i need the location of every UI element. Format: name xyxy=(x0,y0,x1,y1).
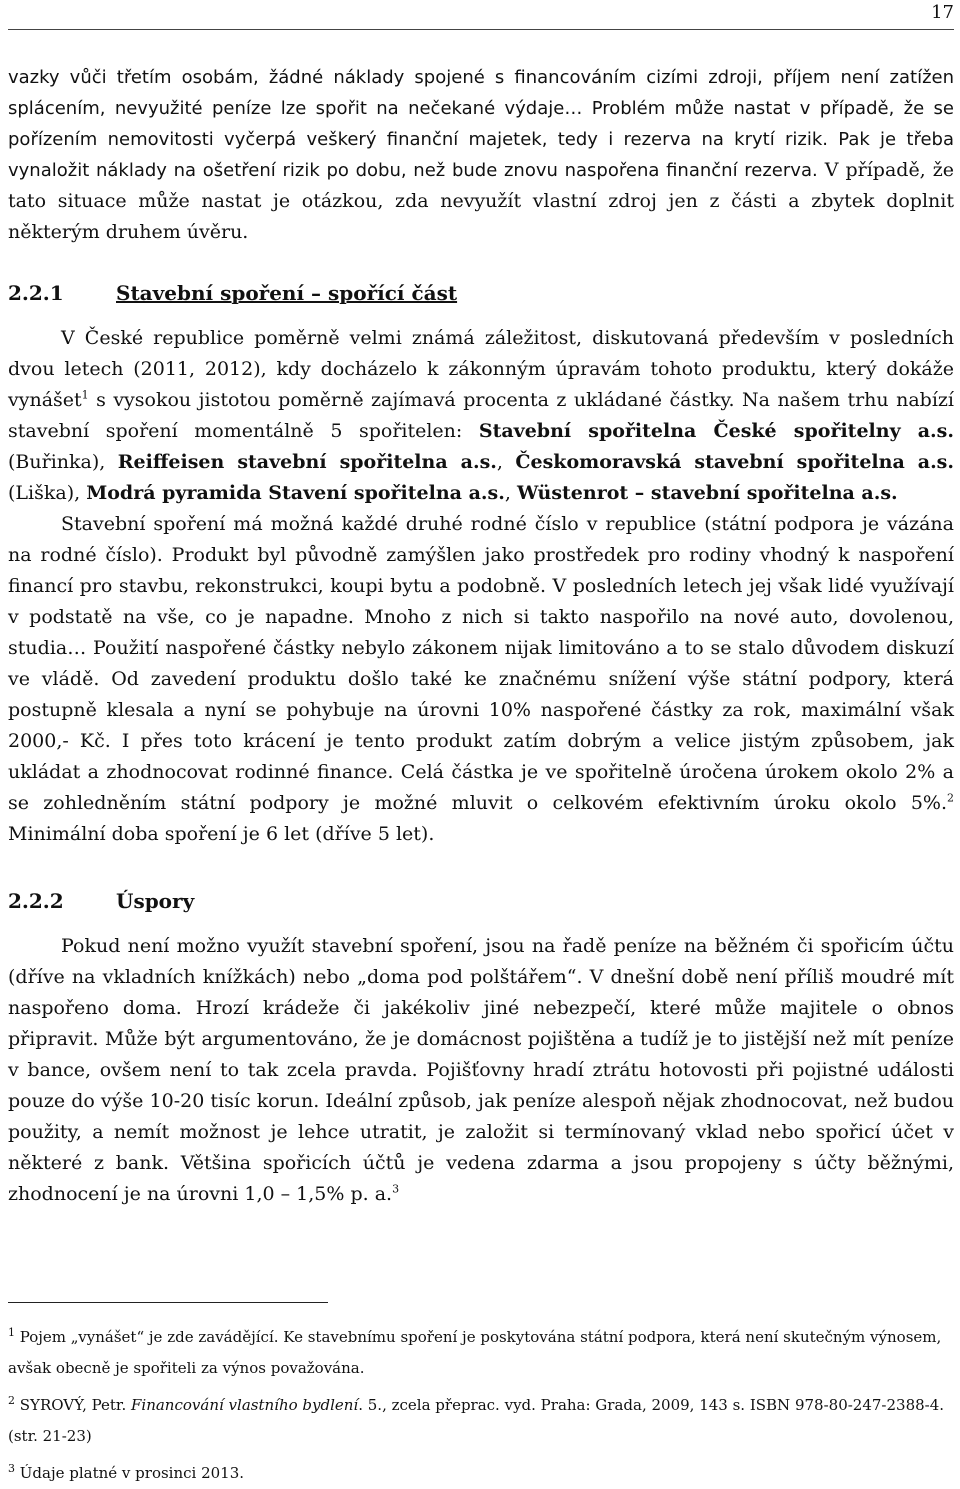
section-number: 2.2.1 xyxy=(8,281,64,305)
paragraph-text: s vysokou jistotou poměrně zajímavá procenta z ukládané částky. Na našem trhu nabízí stavební spoření momentálně 5 spořitelen: xyxy=(8,389,954,442)
paragraph xyxy=(8,323,954,509)
footnote-ref-1[interactable]: 1 xyxy=(81,388,89,402)
page-number: 17 xyxy=(931,2,954,23)
footnote-separator xyxy=(8,1302,328,1303)
footnote-ref-2[interactable]: 2 xyxy=(947,791,954,805)
paragraph xyxy=(8,509,954,850)
footnote-1 xyxy=(8,1322,948,1384)
bank-name: Wüstenrot – stavební spořitelna a.s. xyxy=(516,482,898,504)
paragraph xyxy=(8,931,954,1210)
bank-name: Stavební spořitelna České spořitelny a.s. xyxy=(478,420,954,442)
bank-name: Českomoravská stavební spořitelna a.s. xyxy=(515,451,954,473)
book-title: Financování vlastního bydlení xyxy=(131,1396,359,1414)
paragraph-text: Stavební spoření má možná každé druhé rodné číslo v republice (státní podpora je vázána na rodné číslo). Produkt byl původně zamýšlen jako prostředek pro rodiny vhodný k naspoření financí pro stavbu, rekonstrukci, koupi bytu a podobně. V posledních letech jej však lidé využívají v podstatě na vše, co je napadne. Mnoho z nich si takto naspořilo na nové auto, dovolenou, studia… Použití naspořené částky nebylo zákonem nijak limitováno a to se stalo důvodem diskuzí ve vládě. Od zavedení produktu došlo také ke značnému snížení výše státní podpory, která postupně klesala a nyní se pohybuje na úrovni 10% naspořené částky za rok, maximální však 2000,- Kč. I přes toto krácení je tento produkt zatím dobrým a velice jistým způsobem, jak ukládat a zhodnocovat rodinné finance. Celá částka je ve spořitelně úročena úrokem okolo 2% a se zohledněním státní podpory je možné mluvit o celkovém efektivním úroku okolo 5%. xyxy=(8,513,954,814)
section-number: 2.2.2 xyxy=(8,889,64,913)
body-text xyxy=(8,62,954,1210)
footnotes xyxy=(8,1322,948,1489)
paragraph-text: V České republice poměrně velmi známá záležitost, diskutovaná především v posledních dvou letech (2011, 2012), kdy docházelo k zákonným úpravám tohoto produktu, který dokáže vynášet xyxy=(8,327,954,411)
section-title: Úspory xyxy=(116,889,195,913)
section-title: Stavební spoření – spořící část xyxy=(116,281,458,305)
footnote-3 xyxy=(8,1458,948,1489)
footnote-number: 2 xyxy=(8,1394,15,1407)
intro-text-a: vazky vůči třetím osobám, žádné náklady spojené s financováním cizími zdroji, příjem není zatížen splácením, nevyužité peníze lze spořit na nečekané výdaje… Problém může nastat v případě, že se pořízením nemovitosti vyčerpá veškerý finanční majetek, tedy i rezerva na krytí rizik. Pak je třeba vynaložit náklady na ošetření rizik po dobu, než bude znovu naspořena finanční rezerva. xyxy=(8,67,954,181)
paragraph-text: (Liška), xyxy=(8,482,87,504)
section-heading-2-2-2 xyxy=(8,886,954,917)
bank-name: Reiffeisen stavební spořitelna a.s. xyxy=(117,451,497,473)
page-header xyxy=(8,0,954,30)
section-heading-2-2-1 xyxy=(8,278,954,309)
footnote-number: 1 xyxy=(8,1326,15,1339)
footnote-text: SYROVÝ, Petr. xyxy=(15,1396,131,1414)
footnote-number: 3 xyxy=(8,1462,15,1475)
paragraph-text: , xyxy=(504,482,517,504)
intro-text-b: V případě, že tato situace může nastat je otázkou, zda nevyužít vlastní zdroj jen z části a zbytek doplnit některým druhem úvěru. xyxy=(8,159,954,243)
footnote-ref-3[interactable]: 3 xyxy=(392,1182,400,1196)
paragraph-text: Pokud není možno využít stavební spoření, jsou na řadě peníze na běžném či spořicím účtu (dříve na vkladních knížkách) nebo „doma pod polštářem“. V dnešní době není příliš moudré mít naspořeno doma. Hrozí krádeže či jakékoliv jiné nebezpečí, které může majitele o obnos připravit. Může být argumentováno, že je domácnost pojištěna a tudíž je to jistější než mít peníze v bance, ovšem není to tak zcela pravda. Pojišťovny hradí ztrátu hotovosti při pojistné události pouze do výše 10-20 tisíc korun. Ideální způsob, jak peníze alespoň nějak zhodnocovat, než budou použity, a nemít možnost je lehce utratit, je založit si termínovaný vklad nebo spořicí účet v některé z bank. Většina spořicích účtů je vedena zdarma a jsou propojeny s účty běžnými, zhodnocení je na úrovni 1,0 – 1,5% p. a. xyxy=(8,935,954,1205)
footnote-text: Údaje platné v prosinci 2013. xyxy=(15,1464,245,1482)
footnote-2 xyxy=(8,1390,948,1452)
footnote-text: Pojem „vynášet“ je zde zavádějící. Ke stavebnímu spoření je poskytována státní podpora, která není skutečným výnosem, avšak obecně je spořiteli za výnos považována. xyxy=(8,1328,942,1377)
paragraph-text: (Buřinka), xyxy=(8,451,118,473)
bank-name: Modrá pyramida Stavení spořitelna a.s. xyxy=(86,482,505,504)
paragraph-text: Minimální doba spoření je 6 let (dříve 5 let). xyxy=(8,823,435,845)
intro-paragraph xyxy=(8,62,954,248)
footnote-text: . 5., zcela přeprac. vyd. Praha: Grada, 2009, 143 s. ISBN 978-80-247-2388-4.(str. 21-23) xyxy=(8,1396,945,1445)
paragraph-text: , xyxy=(496,451,516,473)
